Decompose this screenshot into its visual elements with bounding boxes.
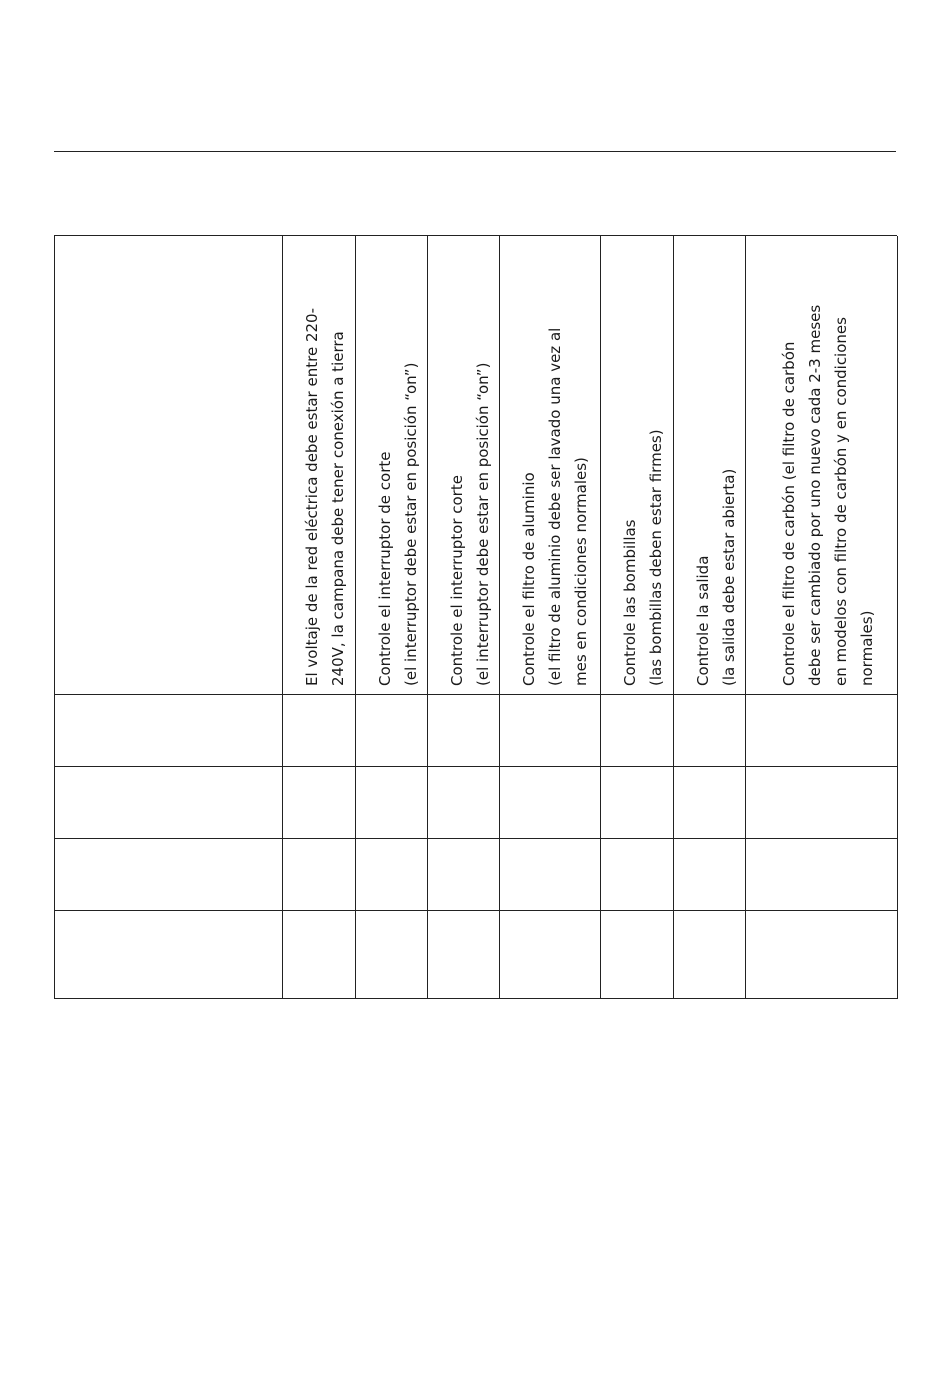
table-cell <box>674 839 746 911</box>
header-line: mes en condiciones normales) <box>572 457 590 686</box>
table-cell <box>283 767 356 839</box>
table-header-bulbs <box>601 236 674 695</box>
table-cell <box>674 911 746 999</box>
header-line: El voltaje de la red eléctrica debe estar entre 220- <box>303 308 321 686</box>
table-cell <box>428 695 500 767</box>
table-cell <box>674 695 746 767</box>
table-cell <box>500 767 601 839</box>
table-cell <box>356 839 428 911</box>
header-text-outlet <box>690 469 742 686</box>
table-cell <box>500 839 601 911</box>
header-text-voltage <box>299 308 351 686</box>
table-cell <box>500 911 601 999</box>
table-cell <box>356 695 428 767</box>
table-cell <box>283 839 356 911</box>
header-line: 240V, la campana debe tener conexión a tierra <box>329 331 347 686</box>
header-line: Controle la salida <box>694 555 712 686</box>
header-line: Controle el filtro de carbón (el filtro de carbón <box>780 341 798 686</box>
table-cell <box>428 839 500 911</box>
table-cell-label-row1 <box>55 695 283 767</box>
table-cell <box>601 911 674 999</box>
header-line: Controle el filtro de aluminio <box>520 472 538 686</box>
table-cell <box>283 911 356 999</box>
header-line: debe ser cambiado por uno nuevo cada 2-3 meses <box>806 304 824 686</box>
table-header-aluminium-filter <box>500 236 601 695</box>
header-line: en modelos con filtro de carbón y en condiciones <box>832 317 850 686</box>
header-text-bulbs <box>617 429 669 686</box>
table-cell <box>428 911 500 999</box>
table-cell <box>746 695 898 767</box>
header-line: (el interruptor debe estar en posición “on”) <box>474 362 492 686</box>
header-text-aluminium-filter <box>516 328 594 686</box>
header-line: (el interruptor debe estar en posición “on”) <box>402 362 420 686</box>
table-cell <box>356 767 428 839</box>
header-line: (la salida debe estar abierta) <box>720 468 738 686</box>
table-cell <box>601 767 674 839</box>
table-header-voltage <box>283 236 356 695</box>
header-text-cutoff <box>444 363 496 686</box>
table-cell-label-header <box>55 236 283 695</box>
header-line: Controle el interruptor de corte <box>376 451 394 686</box>
header-line: Controle las bombillas <box>621 519 639 686</box>
table-header-cutoff <box>428 236 500 695</box>
header-line: Controle el interruptor corte <box>448 475 466 686</box>
table-cell-label-row4 <box>55 911 283 999</box>
troubleshooting-table <box>54 235 897 999</box>
table-cell <box>746 911 898 999</box>
header-text-switch <box>372 363 424 686</box>
table-cell <box>674 767 746 839</box>
table-cell <box>356 911 428 999</box>
table-cell <box>601 695 674 767</box>
header-line: (las bombillas deben estar firmes) <box>647 429 665 686</box>
table-cell <box>500 695 601 767</box>
table-cell <box>601 839 674 911</box>
table-cell-label-row2 <box>55 767 283 839</box>
table-cell-label-row3 <box>55 839 283 911</box>
header-line: (el filtro de aluminio debe ser lavado una vez al <box>546 327 564 686</box>
table-cell <box>746 839 898 911</box>
header-text-carbon-filter <box>776 305 880 686</box>
table-cell <box>746 767 898 839</box>
table-header-outlet <box>674 236 746 695</box>
table-header-carbon-filter <box>746 236 898 695</box>
table-header-switch <box>356 236 428 695</box>
table-cell <box>428 767 500 839</box>
header-line: normales) <box>858 610 876 686</box>
table-cell <box>283 695 356 767</box>
header-rule <box>54 151 896 152</box>
